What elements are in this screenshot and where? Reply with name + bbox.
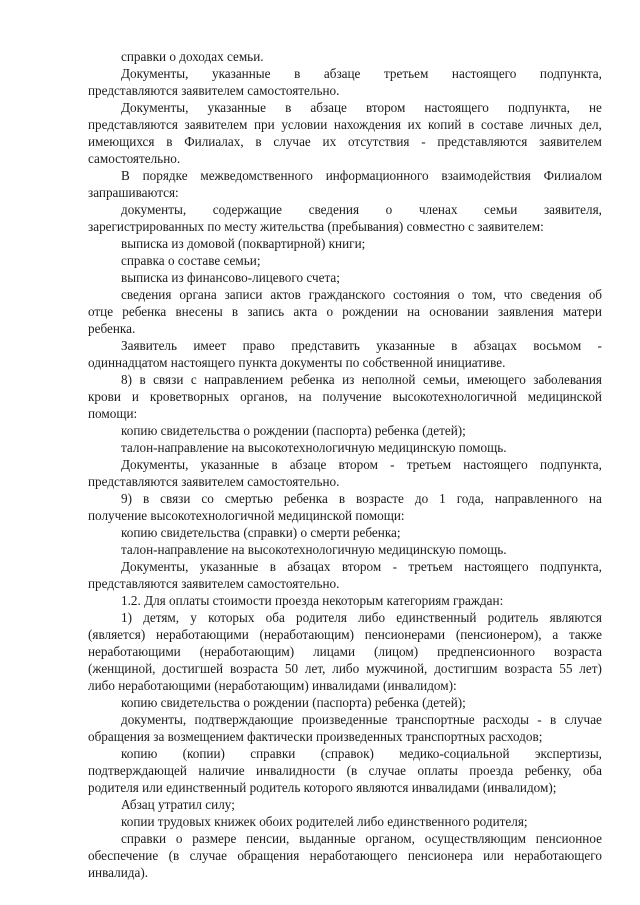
text-line: В порядке межведомственного информационного взаимодействия Филиалом xyxy=(121,168,602,183)
text-line: помощи: xyxy=(88,406,138,421)
text-line: копию свидетельства о рождении (паспорта) ребенка (детей); xyxy=(121,423,466,438)
text-line: 1) детям, у которых оба родителя либо единственный родитель являются xyxy=(121,610,602,625)
text-line: 9) в связи со смертью ребенка в возрасте до 1 года, направленного на xyxy=(121,491,602,506)
text-line: получение высокотехнологичной медицинской помощи: xyxy=(88,508,405,523)
text-line: талон-направление на высокотехнологичную медицинскую помощь. xyxy=(121,542,507,557)
text-line: представляются заявителем самостоятельно. xyxy=(88,83,340,98)
text-line: одиннадцатом настоящего пункта документы по собственной инициативе. xyxy=(88,355,506,370)
text-line: Документы, указанные в абзацах втором - третьем настоящего подпункта, xyxy=(121,559,602,574)
text-line: копию (копии) справки (справок) медико-социальной экспертизы, xyxy=(121,746,602,761)
text-line: копию свидетельства о рождении (паспорта) ребенка (детей); xyxy=(121,695,466,710)
text-line: подтверждающей наличие инвалидности (в случае оплаты проезда ребенку, оба xyxy=(88,763,602,778)
text-line: справки о размере пенсии, выданные органом, осуществляющим пенсионное xyxy=(121,831,602,846)
text-line: отце ребенка внесены в запись акта о рождении на основании заявления матери xyxy=(88,304,602,319)
text-line: ребенка. xyxy=(88,321,136,336)
text-line: представляются заявителем самостоятельно. xyxy=(88,474,340,489)
text-line: талон-направление на высокотехнологичную медицинскую помощь. xyxy=(121,440,507,455)
text-line: самостоятельно. xyxy=(88,151,181,166)
text-line: имеющихся в Филиалах, в случае их отсутствия - представляются заявителем xyxy=(88,134,602,149)
text-line: выписка из домовой (поквартирной) книги; xyxy=(121,236,366,251)
text-line: сведения органа записи актов гражданского состояния о том, что сведения об xyxy=(121,287,602,302)
text-line: зарегистрированных по месту жительства (пребывания) совместно с заявителем: xyxy=(88,219,544,234)
text-line: обращения за возмещением фактически произведенных транспортных расходов; xyxy=(88,729,543,744)
text-line: родителя или единственный родитель которого являются инвалидами (инвалидом); xyxy=(88,780,557,795)
text-line: копию свидетельства (справки) о смерти ребенка; xyxy=(121,525,401,540)
text-line: Документы, указанные в абзаце втором - третьем настоящего подпункта, xyxy=(121,457,602,472)
text-line: (является) неработающими (неработающим) пенсионерами (пенсионером), а также xyxy=(88,627,602,642)
text-line: документы, содержащие сведения о членах семьи заявителя, xyxy=(121,202,602,217)
text-line: 1.2. Для оплаты стоимости проезда некоторым категориям граждан: xyxy=(121,593,504,608)
text-line: Заявитель имеет право представить указанные в абзацах восьмом - xyxy=(121,338,602,353)
text-line: справка о составе семьи; xyxy=(121,253,261,268)
text-line: Документы, указанные в абзаце втором настоящего подпункта, не xyxy=(121,100,602,115)
text-line: Документы, указанные в абзаце третьем настоящего подпункта, xyxy=(121,66,602,81)
text-line: представляются заявителем самостоятельно. xyxy=(88,576,340,591)
text-line: либо неработающими (неработающим) инвалидами (инвалидом): xyxy=(88,678,457,693)
text-line: запрашиваются: xyxy=(88,185,179,200)
text-line: неработающими (неработающим) лицами (лицом) предпенсионного возраста xyxy=(88,644,602,659)
text-line: 8) в связи с направлением ребенка из неполной семьи, имеющего заболевания xyxy=(121,372,602,387)
text-line: (женщиной, достигшей возраста 50 лет, либо мужчиной, достигшим возраста 55 лет) xyxy=(88,661,602,676)
text-line: обеспечение (в случае обращения неработающего пенсионера или неработающего xyxy=(88,848,602,863)
text-line: документы, подтверждающие произведенные транспортные расходы - в случае xyxy=(121,712,602,727)
text-line: выписка из финансово-лицевого счета; xyxy=(121,270,340,285)
text-line: крови и кроветворных органов, на получение высокотехнологичной медицинской xyxy=(88,389,602,404)
text-line: Абзац утратил силу; xyxy=(121,797,235,812)
text-line: представляются заявителем при условии нахождения их копий в составе личных дел, xyxy=(88,117,602,132)
text-line: инвалида). xyxy=(88,865,149,880)
text-line: копии трудовых книжек обоих родителей либо единственного родителя; xyxy=(121,814,528,829)
text-line: справки о доходах семьи. xyxy=(121,49,264,64)
